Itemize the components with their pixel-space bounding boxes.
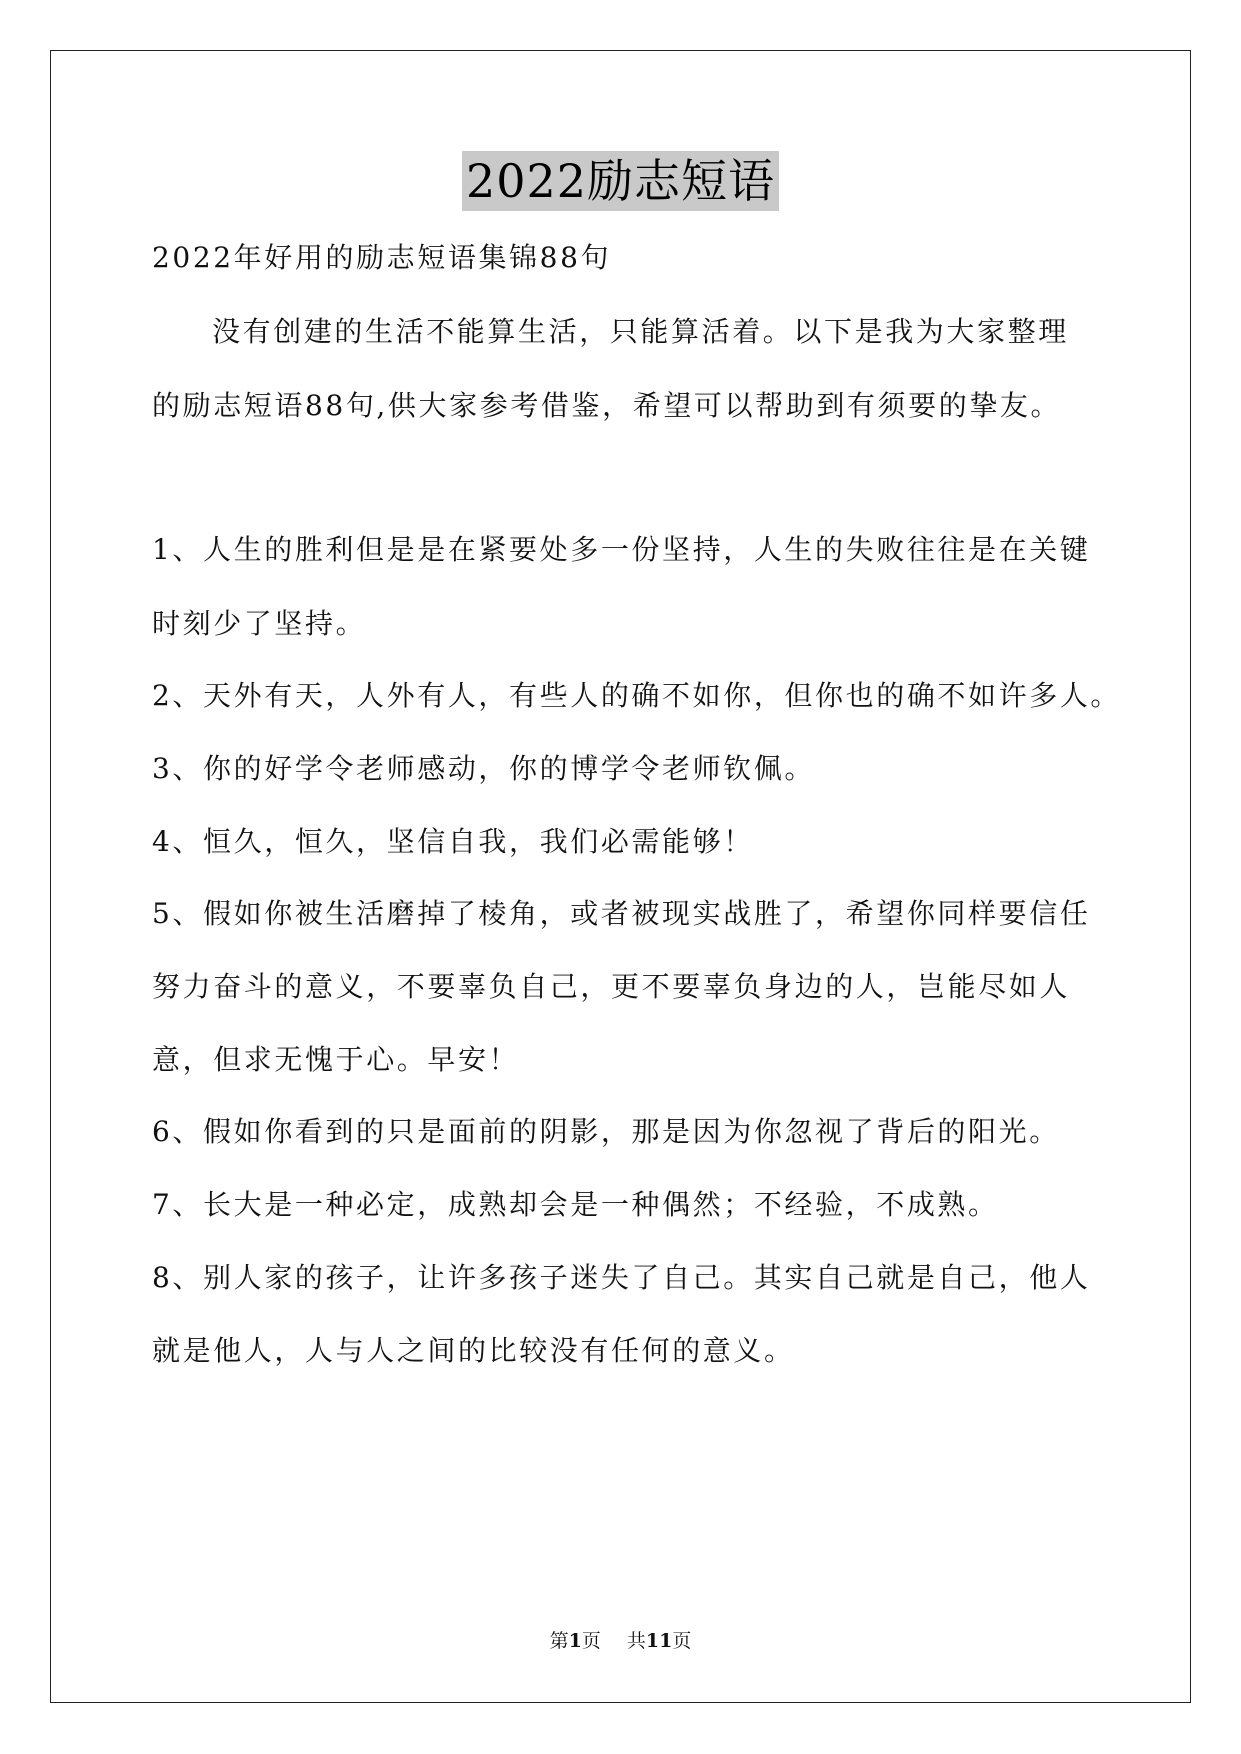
page-footer bbox=[0, 1628, 1241, 1654]
footer-total-pages: 11 bbox=[645, 1630, 673, 1652]
quote-5-line-1: 5、假如你被生活磨掉了棱角，或者被现实战胜了，希望你同样要信任 bbox=[152, 897, 1091, 930]
quote-1-line-2: 时刻少了坚持。 bbox=[152, 607, 367, 640]
quote-4-line-1: 4、恒久，恒久，坚信自我，我们必需能够！ bbox=[152, 825, 754, 858]
quote-7-line-1: 7、长大是一种必定，成熟却会是一种偶然；不经验，不成熟。 bbox=[152, 1188, 999, 1221]
quote-2-line-1: 2、天外有天，人外有人，有些人的确不如你，但你也的确不如许多人。 bbox=[152, 679, 1122, 712]
quote-8-line-2: 就是他人，人与人之间的比较没有任何的意义。 bbox=[152, 1334, 795, 1367]
document-title: 2022励志短语 bbox=[462, 151, 779, 211]
title-container bbox=[0, 151, 1241, 211]
footer-total-suffix: 页 bbox=[672, 1630, 692, 1652]
subtitle-line: 2022年好用的励志短语集锦88句 bbox=[152, 241, 612, 274]
quote-3-line-1: 3、你的好学令老师感动，你的博学令老师钦佩。 bbox=[152, 752, 816, 785]
intro-line-1: 没有创建的生活不能算生活，只能算活着。以下是我为大家整理 bbox=[212, 315, 1069, 348]
page-border bbox=[50, 50, 1191, 1703]
footer-page-number: 1 bbox=[568, 1630, 582, 1652]
quote-8-line-1: 8、别人家的孩子，让许多孩子迷失了自己。其实自己就是自己，他人 bbox=[152, 1261, 1091, 1294]
intro-line-2: 的励志短语88句,供大家参考借鉴，希望可以帮助到有须要的挚友。 bbox=[152, 389, 1062, 422]
quote-1-line-1: 1、人生的胜利但是是在紧要处多一份坚持，人生的失败往往是在关键 bbox=[152, 533, 1091, 566]
footer-total-prefix: 共 bbox=[626, 1630, 646, 1652]
quote-6-line-1: 6、假如你看到的只是面前的阴影，那是因为你忽视了背后的阳光。 bbox=[152, 1115, 1060, 1148]
footer-page-prefix: 第 bbox=[549, 1630, 569, 1652]
quote-5-line-3: 意，但求无愧于心。早安！ bbox=[152, 1043, 520, 1076]
quote-5-line-2: 努力奋斗的意义，不要辜负自己，更不要辜负身边的人，岂能尽如人 bbox=[152, 970, 1071, 1003]
footer-page-suffix: 页 bbox=[581, 1630, 601, 1652]
